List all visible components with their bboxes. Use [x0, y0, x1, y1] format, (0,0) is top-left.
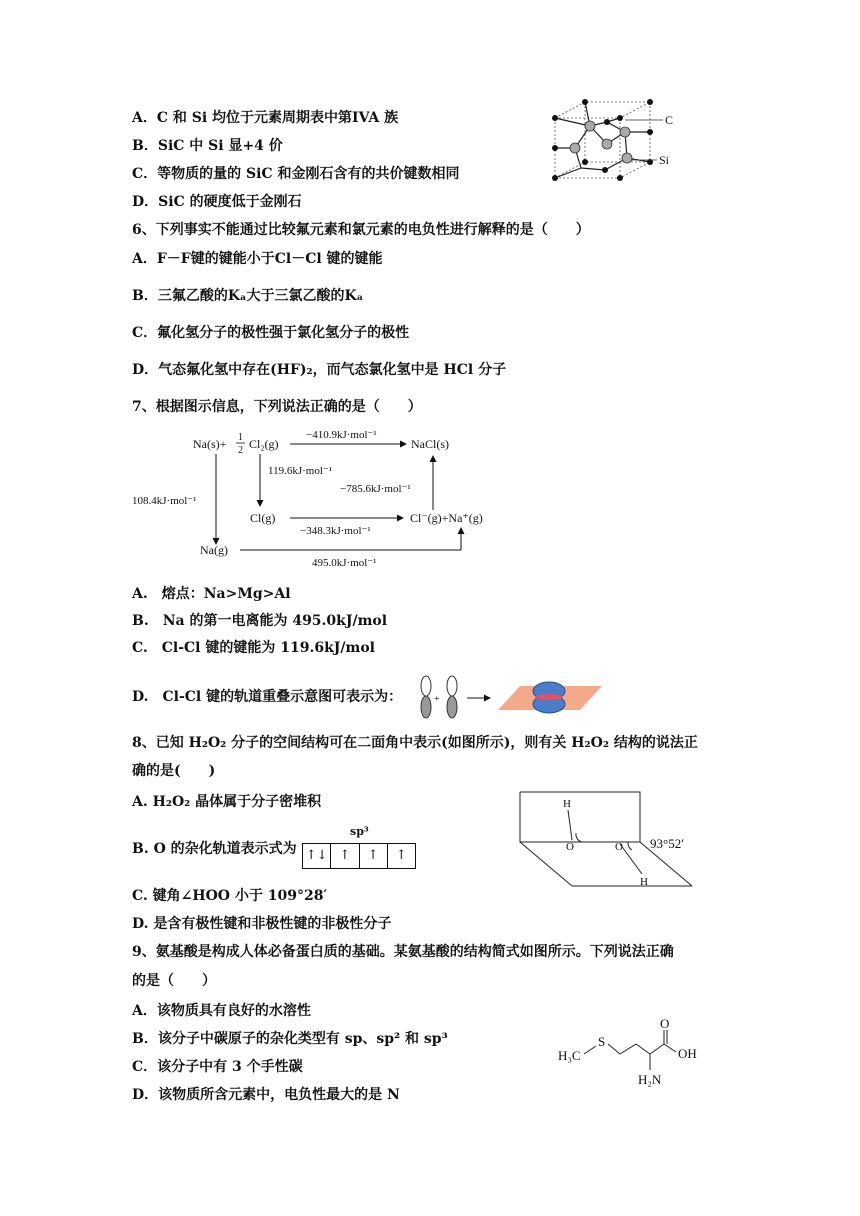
sic-unit-cell-figure: [545, 96, 685, 196]
q7-stem: 7、根据图示信息，下列说法正确的是（ ）: [132, 399, 422, 415]
sp3-label: sp³: [350, 825, 369, 838]
orbital-box-2: ↑: [331, 844, 359, 868]
q9-option-d: D．该物质所含元素中，电负性最大的是 N: [132, 1087, 400, 1103]
struct-oh: OH: [678, 1046, 697, 1061]
orbital-box-3: ↑: [360, 844, 388, 868]
svg-text:2: 2: [238, 445, 243, 456]
svg-text:1: 1: [238, 432, 243, 443]
q9-option-a: A．该物质具有良好的水溶性: [132, 1003, 311, 1019]
fig-label-si: Si: [659, 153, 670, 167]
struct-h2n: H₂N: [638, 1072, 662, 1087]
bh-ions: Cl⁻(g)+Na⁺(g): [410, 511, 483, 525]
q8-stem-line2: 确的是( ): [132, 763, 216, 779]
orbital-box-diagram: [302, 825, 414, 868]
struct-h3c: H₃C: [558, 1048, 581, 1063]
q8-option-c: C. 键角∠HOO 小于 109°28′: [132, 888, 328, 904]
struct-o: O: [660, 1016, 670, 1031]
q5-option-a: A．C 和 Si 均位于元素周期表中第IVA 族: [132, 110, 399, 126]
q5-option-d: D．SiC 的硬度低于金刚石: [132, 194, 302, 210]
bh-cl2: Cl₂(g): [249, 437, 279, 451]
fig-o-left: O: [566, 841, 574, 853]
bh-cl-dh: 119.6kJ·mol⁻¹: [268, 465, 333, 477]
bh-cl-g: Cl(g): [250, 511, 276, 525]
orbital-box-4: ↑: [395, 848, 407, 863]
q6-option-d: D．气态氟化氢中存在(HF)₂，而气态氯化氢中是 HCl 分子: [132, 362, 507, 378]
q5-option-b: B．SiC 中 Si 显+4 价: [132, 138, 283, 154]
q7-option-b: B. Na 的第一电离能为 495.0kJ/mol: [132, 613, 388, 629]
q6-option-a: A．F－F键的键能小于Cl－Cl 键的键能: [132, 251, 383, 267]
bh-ie-dh: 495.0kJ·mol⁻¹: [312, 557, 377, 569]
q5-option-c: C．等物质的量的 SiC 和金刚石含有的共价键数相同: [132, 166, 460, 182]
q7-option-d: D. Cl-Cl 键的轨道重叠示意图可表示为：: [132, 689, 403, 705]
h2o2-dihedral-figure: [520, 792, 700, 892]
orbital-overlap-figure: [412, 674, 612, 720]
bh-na-g: Na(g): [200, 543, 228, 557]
q8-option-b: B. O 的杂化轨道表示式为: [132, 841, 297, 857]
q7-option-c: C. Cl-Cl 键的键能为 119.6kJ/mol: [132, 640, 375, 656]
bh-lattice-dh: −785.6kJ·mol⁻¹: [340, 483, 411, 495]
bh-start: Na(s)+: [193, 437, 227, 451]
q9-option-b: B．该分子中碳原子的杂化类型有 sp、sp² 和 sp³: [132, 1031, 448, 1047]
q6-option-b: B．三氟乙酸的Kₐ大于三氯乙酸的Kₐ: [132, 288, 364, 304]
fig-label-c: C: [665, 113, 674, 127]
q6-option-c: C．氟化氢分子的极性强于氯化氢分子的极性: [132, 325, 410, 341]
bh-top-dh: −410.9kJ·mol⁻¹: [306, 429, 377, 441]
methionine-structure: [556, 1016, 716, 1096]
svg-text:+: +: [434, 694, 440, 705]
q9-stem-line2: 的是（ ）: [132, 973, 216, 989]
q6-stem: 6、下列事实不能通过比较氟元素和氯元素的电负性进行解释的是（ ）: [132, 222, 590, 238]
q8-option-d: D. 是含有极性键和非极性键的非极性分子: [132, 916, 392, 932]
fig-h-top: H: [563, 798, 571, 810]
q9-option-c: C．该分子中有 3 个手性碳: [132, 1059, 303, 1075]
q9-stem-line1: 9、氨基酸是构成人体必备蛋白质的基础。某氨基酸的结构简式如图所示。下列说法正确: [132, 944, 674, 960]
q8-stem-line1: 8、已知 H₂O₂ 分子的空间结构可在二面角中表示(如图所示)，则有关 H₂O₂ 结构的说法正: [132, 735, 698, 751]
born-haber-cycle-diagram: [128, 426, 508, 576]
q8-option-a: A. H₂O₂ 晶体属于分子密堆积: [132, 794, 322, 810]
fig-h-bottom: H: [640, 876, 648, 888]
struct-s: S: [598, 1034, 606, 1049]
fig-o-right: O: [615, 841, 623, 853]
fig-angle: 93°52′: [650, 836, 685, 851]
q7-option-a: A. 熔点：Na>Mg>Al: [132, 586, 291, 602]
bh-nacl: NaCl(s): [411, 437, 449, 451]
bh-na-dh: 108.4kJ·mol⁻¹: [132, 495, 197, 507]
orbital-box-1: ↑↓: [303, 844, 331, 868]
bh-ea-dh: −348.3kJ·mol⁻¹: [300, 525, 371, 537]
